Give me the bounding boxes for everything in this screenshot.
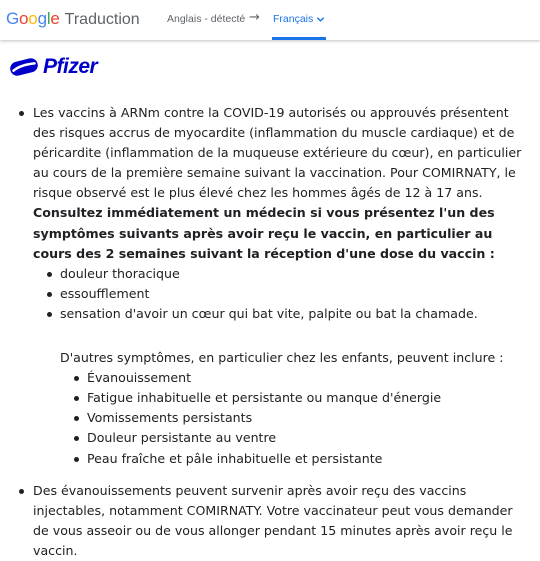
other-symptom-list	[73, 368, 524, 468]
myocarditis-risk-text: Les vaccins à ARNm contre la COVID-19 autorisés ou approuvés présentent des risques accrus de myocardite (inflammation du muscle cardiaque) et de péricardite (inflammation de la muqueuse extérieure du cœur), en particulier au cours de la première semaine suivant la vaccination. Pour COMIRNATY, le risque observé est le plus élevé chez les hommes âgés de 12 à 17 ans.	[33, 105, 522, 201]
list-item	[0, 103, 540, 469]
target-language-label: Français	[273, 13, 314, 25]
seek-care-warning: Consultez immédiatement un médecin si vous présentez l'un des symptômes suivants après avoir reçu le vaccin, en particulier au cours des 2 semaines suivant la réception d'une dose du vaccin :	[33, 205, 495, 261]
google-translate-logo[interactable]	[6, 9, 140, 29]
list-item: essoufflement	[33, 284, 524, 304]
product-name: Traduction	[64, 11, 140, 28]
list-item: Peau fraîche et pâle inhabituelle et persistante	[73, 449, 524, 469]
list-item	[0, 481, 540, 561]
other-symptoms-intro: D'autres symptômes, en particulier chez les enfants, peuvent inclure :	[60, 350, 504, 366]
source-language-button[interactable]: Anglais - détecté	[167, 13, 246, 25]
pfizer-pill-icon	[7, 55, 41, 79]
list-item: Vomissements persistants	[73, 408, 524, 428]
list-item: douleur thoracique	[33, 264, 524, 284]
main-list	[0, 103, 540, 561]
symptom-list	[33, 264, 524, 324]
chevron-down-icon	[316, 15, 325, 24]
target-language-tab[interactable]	[272, 9, 326, 40]
list-item: Douleur persistante au ventre	[73, 428, 524, 448]
list-item: Fatigue inhabituelle et persistante ou manque d'énergie	[73, 388, 524, 408]
arrow-right-icon: →	[249, 10, 260, 25]
translate-bar	[0, 0, 540, 40]
pfizer-logo	[7, 55, 97, 79]
pfizer-wordmark: Pfizer	[43, 55, 98, 78]
article-content	[0, 103, 540, 561]
list-item: sensation d'avoir un cœur qui bat vite, palpite ou bat la chamade.	[33, 304, 524, 324]
fainting-text: Des évanouissements peuvent survenir après avoir reçu des vaccins injectables, notamment COMIRNATY. Votre vaccinateur peut vous demander de vous asseoir ou de vous allonger pendant 15 minutes après avoir reçu le vaccin.	[33, 482, 513, 558]
list-item: Évanouissement	[73, 368, 524, 388]
google-wordmark: Google	[6, 9, 60, 28]
